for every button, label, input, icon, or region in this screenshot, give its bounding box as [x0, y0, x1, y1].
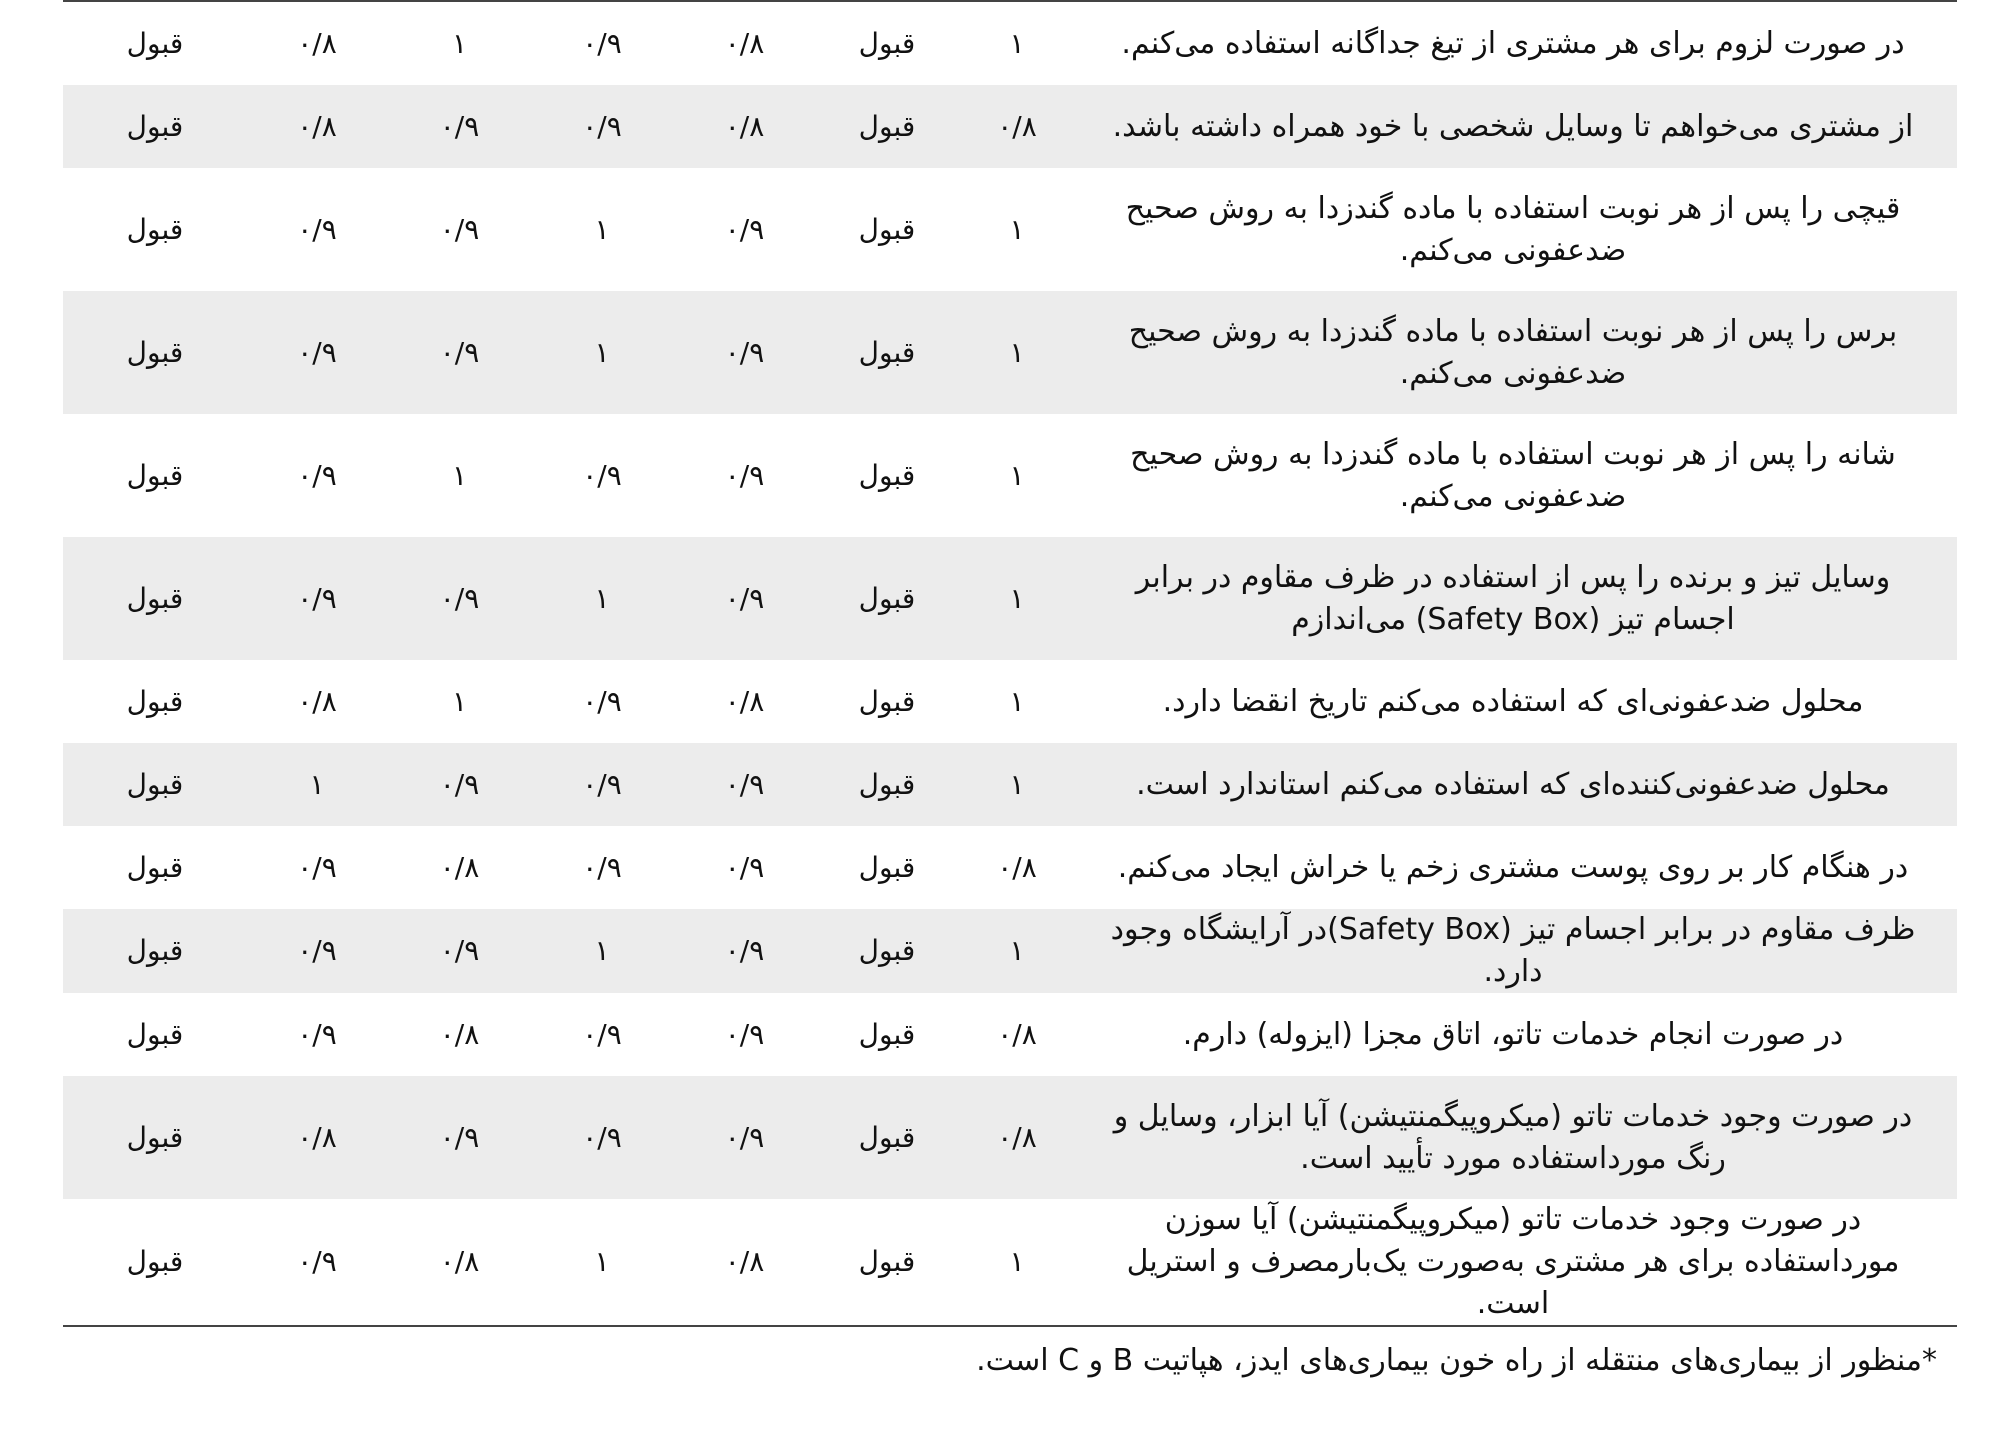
statement-cell: در صورت انجام خدمات تاتو، اتاق مجزا (ایزوله) دارم. [1182, 1016, 1844, 1052]
value-cell-c1: ۱ [1009, 684, 1025, 718]
table-row [63, 1199, 1957, 1325]
value-cell-c7: قبول [126, 850, 184, 884]
value-cell-c3: ۰/۹ [672, 291, 817, 414]
value-cell-c2: قبول [817, 909, 957, 993]
value-cell-c7: قبول [63, 743, 247, 826]
value-cell-c4: ۱ [532, 909, 672, 993]
value-cell-c2: قبول [858, 684, 916, 718]
statement-cell: محلول ضدعفونی‌کننده‌ای که استفاده می‌کنم استاندارد است. [1077, 743, 1957, 826]
statement-cell: برس را پس از هر نوبت استفاده با ماده گندزدا به روش صحیح ضدعفونی می‌کنم. [1077, 291, 1957, 414]
value-cell-c5: ۰/۹ [387, 909, 532, 993]
table-row [63, 291, 1957, 414]
value-cell-c2: قبول [817, 85, 957, 168]
value-cell-c7: قبول [126, 684, 184, 718]
value-cell-c2: قبول [858, 26, 916, 60]
value-cell-c1: ۰/۸ [957, 1076, 1077, 1199]
value-cell-c7: قبول [126, 1245, 184, 1279]
value-cell-c6: ۰/۹ [297, 458, 337, 492]
value-cell-c1: ۱ [1009, 1245, 1025, 1279]
value-cell-c3: ۰/۹ [672, 743, 817, 826]
value-cell-c2: قبول [817, 537, 957, 660]
value-cell-c7: قبول [126, 212, 184, 246]
value-cell-c3: ۰/۹ [672, 909, 817, 993]
value-cell-c5: ۰/۹ [387, 743, 532, 826]
value-cell-c2: قبول [817, 291, 957, 414]
value-cell-c3: ۰/۹ [672, 1076, 817, 1199]
results-table [63, 2, 1957, 1325]
table-footnote: *منظور از بیماری‌های منتقله از راه خون بیماری‌های ایدز، هپاتیت B و C است. [976, 1343, 1937, 1378]
value-cell-c4: ۰/۹ [582, 458, 622, 492]
results-table-container [63, 0, 1957, 1327]
table-row [63, 993, 1957, 1076]
value-cell-c5: ۰/۹ [387, 85, 532, 168]
value-cell-c5: ۱ [451, 684, 468, 718]
statement-cell: در هنگام کار بر روی پوست مشتری زخم یا خراش ایجاد می‌کنم. [1117, 849, 1909, 885]
value-cell-c3: ۰/۸ [724, 26, 765, 60]
value-cell-c7: قبول [126, 26, 184, 60]
value-cell-c6: ۰/۸ [247, 85, 387, 168]
value-cell-c6: ۰/۸ [297, 26, 337, 60]
value-cell-c1: ۰/۸ [997, 1017, 1037, 1051]
value-cell-c6: ۰/۹ [297, 1017, 337, 1051]
value-cell-c3: ۰/۹ [724, 458, 765, 492]
value-cell-c5: ۰/۸ [439, 850, 480, 884]
value-cell-c4: ۱ [532, 537, 672, 660]
value-cell-c4: ۱ [532, 291, 672, 414]
value-cell-c1: ۰/۸ [997, 850, 1037, 884]
value-cell-c5: ۰/۸ [439, 1017, 480, 1051]
value-cell-c5: ۰/۸ [439, 1245, 480, 1279]
table-row [63, 909, 1957, 993]
value-cell-c7: قبول [126, 1017, 184, 1051]
value-cell-c6: ۰/۹ [297, 1245, 337, 1279]
value-cell-c6: ۰/۸ [247, 1076, 387, 1199]
statement-cell: وسایل تیز و برنده را پس از استفاده در ظرف مقاوم در برابر اجسام تیز (Safety Box) می‌اندازم [1077, 537, 1957, 660]
table-row [63, 414, 1957, 537]
value-cell-c4: ۰/۹ [582, 684, 622, 718]
value-cell-c7: قبول [63, 1076, 247, 1199]
value-cell-c2: قبول [817, 1076, 957, 1199]
table-row [63, 660, 1957, 743]
value-cell-c4: ۱ [594, 1245, 610, 1279]
value-cell-c5: ۰/۹ [387, 1076, 532, 1199]
statement-cell: از مشتری می‌خواهم تا وسایل شخصی با خود همراه داشته باشد. [1077, 85, 1957, 168]
value-cell-c4: ۰/۹ [532, 743, 672, 826]
value-cell-c2: قبول [858, 1017, 916, 1051]
value-cell-c7: قبول [63, 85, 247, 168]
value-cell-c6: ۰/۹ [247, 537, 387, 660]
value-cell-c6: ۰/۹ [297, 850, 337, 884]
value-cell-c4: ۰/۹ [532, 1076, 672, 1199]
value-cell-c5: ۱ [451, 458, 468, 492]
value-cell-c2: قبول [858, 850, 916, 884]
value-cell-c4: ۰/۹ [532, 85, 672, 168]
statement-cell: در صورت وجود خدمات تاتو (میکروپیگمنتیشن) آیا ابزار، وسایل و رنگ مورداستفاده مورد تأیید است. [1077, 1076, 1957, 1199]
value-cell-c3: ۰/۹ [724, 212, 765, 246]
results-table-body [63, 2, 1957, 1325]
value-cell-c2: قبول [858, 212, 916, 246]
value-cell-c1: ۱ [1009, 26, 1025, 60]
value-cell-c3: ۰/۹ [672, 537, 817, 660]
value-cell-c6: ۰/۹ [247, 291, 387, 414]
value-cell-c4: ۰/۹ [582, 1017, 622, 1051]
value-cell-c2: قبول [858, 458, 916, 492]
value-cell-c3: ۰/۸ [724, 684, 765, 718]
value-cell-c1: ۱ [957, 291, 1077, 414]
value-cell-c1: ۱ [1009, 212, 1025, 246]
value-cell-c6: ۰/۹ [247, 909, 387, 993]
value-cell-c1: ۱ [957, 537, 1077, 660]
table-row [63, 743, 1957, 826]
statement-cell: شانه را پس از هر نوبت استفاده با ماده گندزدا به روش صحیح ضدعفونی می‌کنم. [1130, 436, 1896, 514]
value-cell-c1: ۱ [1009, 458, 1025, 492]
table-row [63, 2, 1957, 85]
value-cell-c1: ۰/۸ [957, 85, 1077, 168]
value-cell-c2: قبول [817, 743, 957, 826]
value-cell-c3: ۰/۸ [724, 1245, 765, 1279]
value-cell-c4: ۱ [594, 212, 610, 246]
value-cell-c2: قبول [858, 1245, 916, 1279]
value-cell-c7: قبول [126, 458, 184, 492]
value-cell-c3: ۰/۸ [672, 85, 817, 168]
value-cell-c5: ۰/۹ [439, 212, 480, 246]
statement-cell: محلول ضدعفونی‌ای که استفاده می‌کنم تاریخ انقضا دارد. [1162, 683, 1864, 719]
value-cell-c5: ۰/۹ [387, 291, 532, 414]
table-row [63, 85, 1957, 168]
statement-cell: ظرف مقاوم در برابر اجسام تیز (Safety Box)در آرایشگاه وجود دارد. [1077, 909, 1957, 993]
value-cell-c7: قبول [63, 291, 247, 414]
table-row [63, 537, 1957, 660]
value-cell-c7: قبول [63, 909, 247, 993]
statement-cell: قیچی را پس از هر نوبت استفاده با ماده گندزدا به روش صحیح ضدعفونی می‌کنم. [1125, 190, 1901, 268]
statement-cell: در صورت وجود خدمات تاتو (میکروپیگمنتیشن) آیا سوزن مورداستفاده برای هر مشتری به‌صورت یک‌بارمصرف و استریل است. [1126, 1202, 1900, 1321]
table-row [63, 826, 1957, 909]
value-cell-c4: ۰/۹ [582, 850, 622, 884]
value-cell-c3: ۰/۹ [724, 1017, 765, 1051]
table-row [63, 1076, 1957, 1199]
value-cell-c5: ۱ [451, 26, 468, 60]
value-cell-c1: ۱ [957, 909, 1077, 993]
value-cell-c5: ۰/۹ [387, 537, 532, 660]
statement-cell: در صورت لزوم برای هر مشتری از تیغ جداگانه استفاده می‌کنم. [1121, 25, 1905, 61]
value-cell-c6: ۰/۸ [297, 684, 337, 718]
value-cell-c4: ۰/۹ [582, 26, 622, 60]
value-cell-c3: ۰/۹ [724, 850, 765, 884]
table-row [63, 168, 1957, 291]
value-cell-c6: ۰/۹ [297, 212, 337, 246]
value-cell-c6: ۱ [247, 743, 387, 826]
value-cell-c7: قبول [63, 537, 247, 660]
value-cell-c1: ۱ [957, 743, 1077, 826]
